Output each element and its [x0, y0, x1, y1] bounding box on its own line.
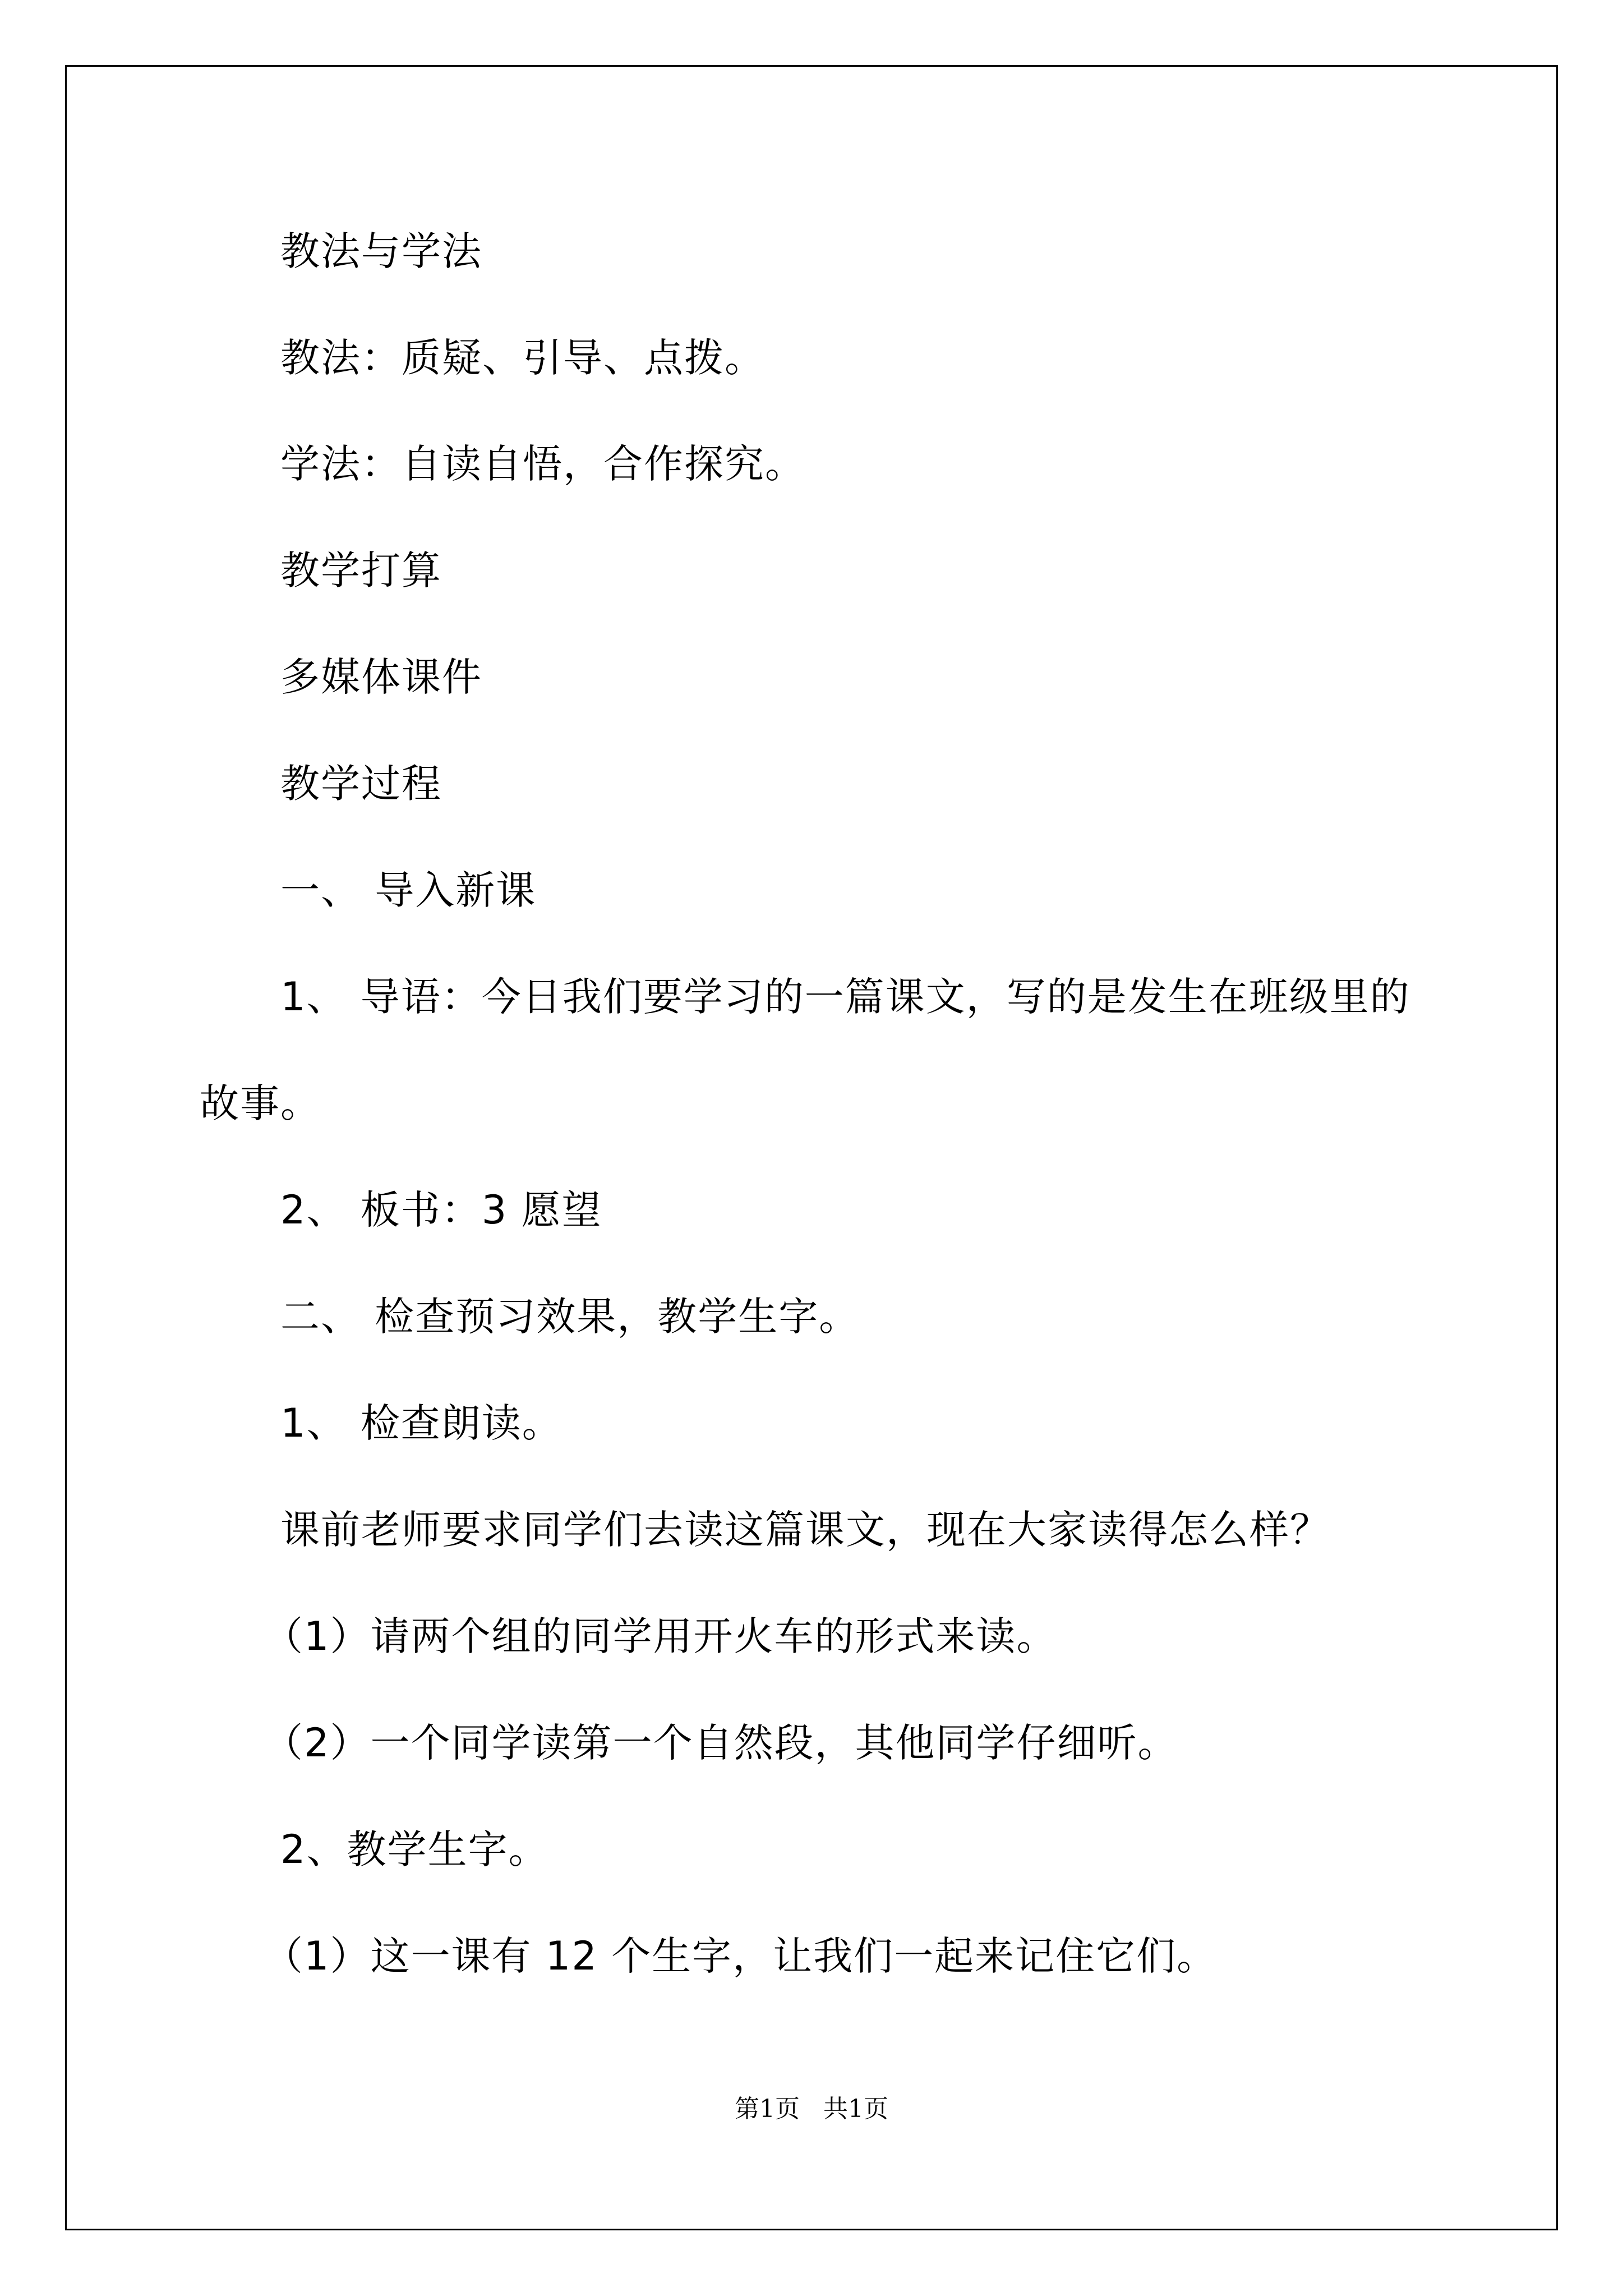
item-teach-characters: 2、教学生字。: [280, 1826, 549, 1872]
subitem-one-student-reads: （2）一个同学读第一个自然段，其他同学仔细听。: [264, 1720, 1178, 1766]
text-learning-method: 学法：自读自悟，合作探究。: [280, 441, 805, 487]
section-intro: 一、 导入新课: [280, 867, 537, 913]
text-teaching-method: 教法：质疑、引导、点拨。: [280, 335, 765, 381]
item-check-reading: 1、 检查朗读。: [280, 1400, 562, 1446]
heading-methods: 教法与学法: [280, 228, 482, 274]
page-border: [65, 65, 1558, 2230]
subitem-twelve-characters: （1）这一课有 12 个生字，让我们一起来记住它们。: [264, 1933, 1218, 1979]
item-intro-words-cont: 故事。: [200, 1080, 321, 1126]
heading-teaching-plan: 教学打算: [280, 547, 442, 593]
subitem-train-reading: （1）请两个组的同学用开火车的形式来读。: [264, 1613, 1057, 1659]
text-multimedia: 多媒体课件: [280, 654, 482, 700]
section-check-preview: 二、 检查预习效果，教学生字。: [280, 1294, 860, 1340]
text-teacher-question: 课前老师要求同学们去读这篇课文，现在大家读得怎么样？: [280, 1507, 1330, 1553]
page-number-footer: 第1页 共1页: [735, 2095, 888, 2123]
item-intro-words: 1、 导语：今日我们要学习的一篇课文，写的是发生在班级里的: [280, 974, 1410, 1020]
item-board-writing: 2、 板书：3 愿望: [280, 1187, 602, 1233]
heading-teaching-process: 教学过程: [280, 761, 442, 807]
